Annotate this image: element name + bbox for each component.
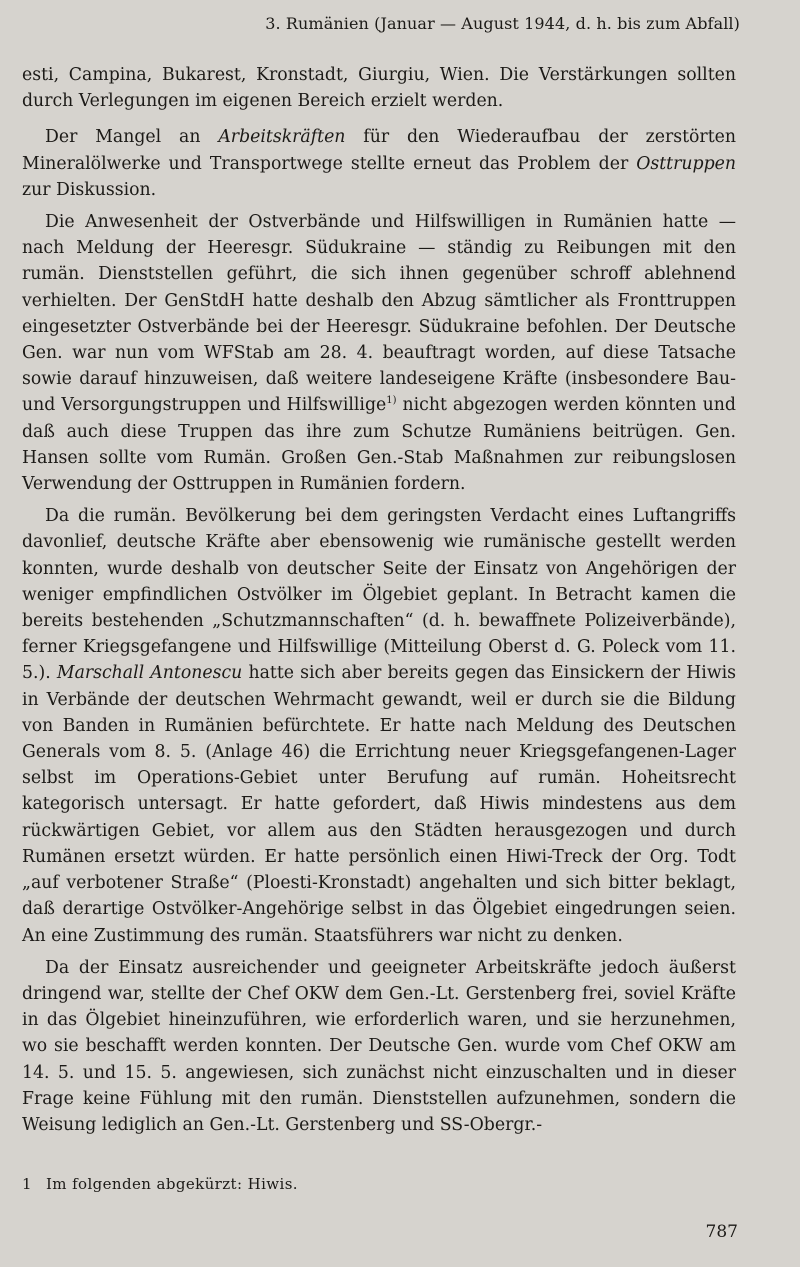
body-text (22, 62, 736, 1144)
footnote-number: 1 (22, 1175, 32, 1193)
paragraph-5: Da der Einsatz ausreichender und geeigneter Arbeitskräfte jedoch äußerst dringend war, stellte der Chef OKW dem Gen.-Lt. Gerstenberg frei, soviel Kräfte in das Ölgebiet hineinzuführen, wie erforderlich waren, und sie herzunehmen, wo sie beschafft werden konnten. Der Deutsche Gen. wurde vom Chef OKW am 14. 5. und 15. 5. angewiesen, sich zunächst nicht einzuschalten und in dieser Frage keine Fühlung mit den rumän. Dienststellen aufzunehmen, sondern die Weisung lediglich an Gen.-Lt. Gerstenberg und SS-Obergr.- (22, 957, 736, 1135)
footnote-text: Im folgenden abgekürzt: Hiwis. (45, 1175, 298, 1193)
running-header: 3. Rumänien (Januar — August 1944, d. h. bis zum Abfall) (265, 14, 740, 33)
paragraph-3: Die Anwesenheit der Ostverbände und Hilfswilligen in Rumänien hatte — nach Meldung der Heeresgr. Südukraine — ständig zu Reibungen mit den rumän. Dienststellen geführt, die sich ihnen gegenüber schroff ablehnend verhielten. Der GenStdH hatte deshalb den Abzug sämtlicher als Fronttruppen eingesetzter Ostverbände bei der Heeresgr. Südukraine befohlen. Der Deutsche Gen. war nun vom WFStab am 28. 4. beauftragt worden, auf diese Tatsache sowie darauf hinzuweisen, daß weitere landeseigene Kräfte (insbesondere Bau- und Versorgungstruppen und Hilfswillige$^{1)}$ nicht abgezogen werden könnten und daß auch diese Truppen das ihre zum Schutze Rumäniens beitrügen. Gen. Hansen sollte vom Rumän. Großen Gen.-Stab Maßnahmen zur reibungslosen Verwendung der Osttruppen in Rumänien fordern. (22, 212, 736, 495)
emphasis-osttruppen: Osttruppen (636, 153, 736, 174)
emphasis-antonescu: Marschall Antonescu (56, 663, 243, 684)
emphasis-arbeitskraefte: Arbeitskräften (218, 127, 346, 148)
paragraph-1: esti, Campina, Bukarest, Kronstadt, Giurgiu, Wien. Die Verstärkungen sollten durch Verlegungen im eigenen Bereich erzielt werden. (22, 65, 736, 112)
footnote (22, 1175, 736, 1193)
footnote-marker: 1) (386, 395, 397, 407)
page-number: 787 (705, 1222, 738, 1242)
paragraph-2: Der Mangel an Arbeitskräften für den Wiederaufbau der zerstörten Mineralölwerke und Transportwege stellte erneut das Problem der Osttruppen zur Diskussion. (22, 127, 736, 200)
paragraph-4: Da die rumän. Bevölkerung bei dem geringsten Verdacht eines Luftangriffs davonlief, deutsche Kräfte aber ebensowenig wie rumänische gestellt werden konnten, wurde deshalb von deutscher Seite der Einsatz von Angehörigen der weniger empfindlichen Ostvölker im Ölgebiet geplant. In Betracht kamen die bereits bestehenden „Schutzmannschaften“ (d. h. bewaffnete Polizeiverbände), ferner Kriegsgefangene und Hilfswillige (Mitteilung Oberst d. G. Poleck vom 11. 5.). Marschall Antonescu hatte sich aber bereits gegen das Einsickern der Hiwis in Verbände der deutschen Wehrmacht gewandt, weil er durch sie die Bildung von Banden in Rumänien befürchtete. Er hatte nach Meldung des Deutschen Generals vom 8. 5. (Anlage 46) die Errichtung neuer Kriegsgefangenen-Lager selbst im Operations-Gebiet unter Berufung auf rumän. Hoheitsrecht kategorisch untersagt. Er hatte gefordert, daß Hiwis mindestens aus dem rückwärtigen Gebiet, vor allem aus den Städten herausgezogen und durch Rumänen ersetzt würden. Er hatte persönlich einen Hiwi-Treck der Org. Todt „auf verbotener Straße“ (Ploesti-Kronstadt) angehalten und sich bitter beklagt, daß derartige Ostvölker-Angehörige selbst in das Ölgebiet eingedrungen seien. An eine Zustimmung des rumän. Staatsführers war nicht zu denken. (22, 506, 737, 946)
